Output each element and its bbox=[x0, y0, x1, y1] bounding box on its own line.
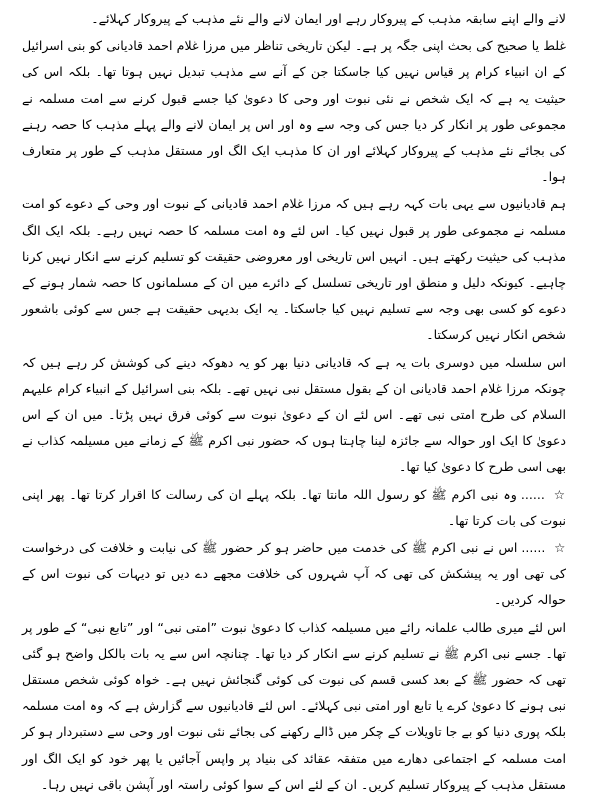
paragraph-text: غلط یا صحیح کی بحث اپنی جگہ پر ہے۔ لیکن تاریخی تناظر میں مرزا غلام احمد قادیانی کو بنی اسرائیل کے ان انبیاء کرام پر قیاس نہیں کیا جاسکتا جن کے آنے سے مذہب تبدیل نہیں ہوتا تھا۔ بلکہ اس کی حیثیت یہ ہے کہ ایک شخص نے نئی نبوت اور وحی کا دعویٰ کیا جسے قبول کرنے سے امت مسلمہ نے مجموعی طور پر انکار کر دیا جس کی وجہ سے وہ اور اس پر ایمان لانے والے پہلے مذہب کا حصہ رہنے کی بجائے نئے مذہب کے پیروکار کہلائے اور ان کا مذہب ایک الگ اور مستقل مذہب کے طور پر متعارف ہوا۔ bbox=[22, 38, 566, 185]
paragraph-5 bbox=[22, 615, 566, 798]
bullet-item-1 bbox=[22, 482, 566, 534]
star-bullet-icon: ☆ bbox=[554, 540, 566, 556]
paragraph-text: اس سلسلہ میں دوسری بات یہ ہے کہ قادیانی دنیا بھر کو یہ دھوکہ دینے کی کوشش کر رہے ہیں کہ چونکہ مرزا غلام احمد قادیانی ان کے بقول مستقل نبی نہیں تھے۔ بلکہ بنی اسرائیل کے انبیاء کرام علیہم السلام کی طرح امتی نبی تھے۔ اس لئے ان کے دعویٰ نبوت سے کوئی فرق نہیں پڑتا۔ میں ان کے اس دعویٰ کا ایک اور حوالہ سے جائزہ لینا چاہتا ہوں کہ حضور نبی اکرم ﷺ کے زمانے میں مسیلمہ کذاب نے بھی اسی طرح کا دعویٰ کیا تھا۔ bbox=[22, 354, 566, 475]
bullet-text: ...... وہ نبی اکرم ﷺ کو رسول اللہ مانتا تھا۔ بلکہ پہلے ان کی رسالت کا اقرار کرتا تھا۔ پھر اپنی نبوت کی بات کرتا تھا۔ bbox=[22, 486, 566, 528]
bullet-item-2 bbox=[22, 535, 566, 614]
bullet-text: ...... اس نے نبی اکرم ﷺ کی خدمت میں حاضر ہو کر حضور ﷺ کی نیابت و خلافت کی درخواست کی تھی اور یہ پیشکش کی تھی کہ آپ شہروں کی خلافت مجھے دے دیں تو دیہات کی نبوت اس کے حوالہ کردیں۔ bbox=[22, 540, 566, 608]
paragraph-text: لانے والے اپنے سابقہ مذہب کے پیروکار رہے اور ایمان لانے والے نئے مذہب کے پیروکار کہلائے۔ bbox=[91, 11, 566, 26]
paragraph-2 bbox=[22, 33, 566, 190]
paragraph-4 bbox=[22, 350, 566, 481]
star-bullet-icon: ☆ bbox=[553, 486, 566, 502]
paragraph-1 bbox=[22, 6, 566, 32]
paragraph-text: ہم قادیانیوں سے یہی بات کہہ رہے ہیں کہ مرزا غلام احمد قادیانی کے نبوت اور وحی کے دعوے کو امت مسلمہ نے مجموعی طور پر قبول نہیں کیا۔ اس لئے وہ امت مسلمہ کا حصہ نہیں رہے۔ بلکہ ایک الگ مذہب کی حیثیت رکھتے ہیں۔ انہیں اس تاریخی اور معروضی حقیقت کو تسلیم کرنے سے انکار نہیں کرنا چاہیے۔ کیونکہ دلیل و منطق اور تاریخی تسلسل کے دائرے میں ان کے مسلمانوں کا حصہ شمار ہونے کے دعوے کو کسی بھی وجہ سے تسلیم نہیں کیا جاسکتا۔ یہ ایک بدیہی حقیقت ہے جس سے کوئی باشعور شخص انکار نہیں کرسکتا۔ bbox=[22, 196, 566, 343]
paragraph-3 bbox=[22, 191, 566, 348]
paragraph-text: اس لئے میری طالب علمانہ رائے میں مسیلمہ کذاب کا دعویٰ نبوت ”امتی نبی“ اور ”تابع نبی“ کے طور پر تھا۔ جسے نبی اکرم ﷺ نے تسلیم کرنے سے انکار کر دیا تھا۔ چنانچہ اس سے یہ بات بالکل واضح ہو گئی تھی کہ حضور ﷺ کے بعد کسی قسم کی نبوت کی کوئی گنجائش نہیں ہے۔ خواہ کوئی شخص مستقل نبی ہونے کا دعویٰ کرے یا تابع اور امتی نبی کہلائے۔ اس لئے قادیانیوں سے گزارش ہے کہ وہ امت مسلمہ بلکہ پوری دنیا کو بے جا تاویلات کے چکر میں ڈالے رکھنے کی بجائے نئی نبوت اور وحی سے دستبردار ہو کر امت مسلمہ کے اجتماعی دھارے میں متفقہ عقائد کی بنیاد پر واپس آجائیں یا پھر خود کو ایک الگ اور مستقل مذہب کے پیروکار تسلیم کریں۔ ان کے لئے اس کے سوا کوئی راستہ اور آپشن باقی نہیں رہا۔ bbox=[22, 619, 566, 792]
